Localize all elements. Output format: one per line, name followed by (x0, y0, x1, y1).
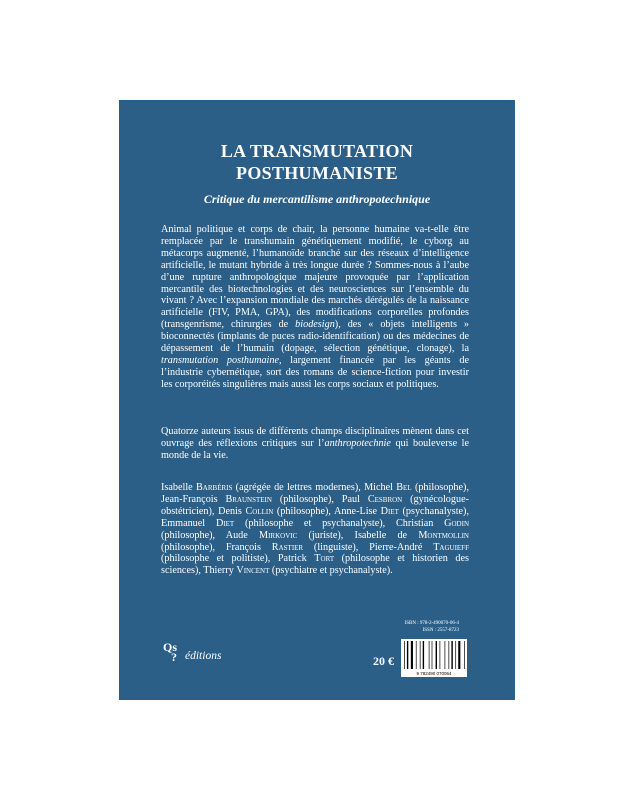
text-run: (psychanalyste), Emmanuel (161, 505, 469, 529)
text-run: Quatorze auteurs issus de différents champs disciplinaires mènent dans cet ouvrage des réflexions critiques sur l’ (161, 426, 469, 449)
barcode-bars (404, 641, 467, 669)
barcode-bar (407, 641, 408, 669)
barcode-bar (429, 641, 430, 669)
barcode-bar (458, 641, 460, 669)
barcode-digits: 9 782490 070064 (416, 671, 452, 676)
author-surname: Barbéris (196, 482, 233, 493)
text-run: (philosophe), Paul (271, 493, 368, 505)
text-run: Isabelle (161, 482, 196, 493)
summary-paragraph (161, 426, 469, 462)
barcode-bar (451, 641, 452, 669)
italic-text: anthropotechnie (324, 437, 391, 449)
author-surname: Diet (215, 517, 235, 529)
author-surname: Mirkovic (259, 529, 298, 541)
isbn-block (339, 621, 459, 634)
barcode-bar (440, 641, 441, 669)
barcode-bar (436, 641, 437, 669)
barcode-bar (404, 641, 405, 669)
title-line-1: LA TRANSMUTATION (220, 141, 414, 161)
author-surname: Montmollin (418, 529, 469, 541)
authors-paragraph (161, 482, 469, 577)
barcode-bar (423, 641, 424, 669)
author-surname: Braunstein (225, 493, 272, 505)
text-run: (philosophe), Aude (161, 529, 260, 541)
back-cover (119, 100, 515, 700)
text-run: ), des « objets intelligents » bioconnectés (implants de puces radio-identification) ou des médecines de dépassement de l’humain (dopage, sélection génétique, clonage), la (161, 319, 469, 355)
title-line-2: POSTHUMANISTE (236, 163, 398, 183)
barcode-bar (449, 641, 450, 669)
text-run: (philosophe), Anne-Lise (273, 505, 381, 517)
author-surname: Collin (245, 505, 274, 517)
author-surname: Rastier (271, 541, 304, 553)
text-run: (philosophe et politiste), Patrick (161, 553, 315, 565)
barcode-bar (432, 641, 433, 669)
text-run: (philosophe), François (161, 541, 272, 553)
issn-line: ISSN : 2557-8723 (422, 627, 459, 633)
author-surname: Godin (444, 517, 469, 529)
barcode-bar (464, 641, 465, 669)
text-run: (philosophe), Jean-François (161, 482, 469, 505)
barcode (401, 639, 467, 677)
barcode-bar (445, 641, 446, 669)
author-surname: Vincent (236, 565, 270, 577)
author-surname: Taguieff (433, 541, 469, 553)
logo-question-mark: ? (171, 650, 177, 664)
blurb-paragraph (161, 224, 469, 391)
author-surname: Tort (314, 553, 335, 565)
subtitle: Critique du mercantilisme anthropotechnique (203, 192, 431, 206)
author-surname: Cesbron (367, 493, 403, 505)
italic-text: transmutation posthumaine (161, 354, 279, 366)
text-run: Animal politique et corps de chair, la personne humaine va-t-elle être remplacée par le transhumain génétiquement modifié, le cyborg au métacorps augmenté, l’humanoïde branché sur des réseaux d’intelligence artificielle, le mutant hybride à très longue durée ? Sommes-nous à l’aube d’une rupture anthropologique majeure provoquée par l’application mercantile des biotechnologies et des neurosciences sur l’ensemble du vivant ? Avec l’expansion mondiale des marchés dérégulés de la naissance artificielle (FIV, PMA, GPA), des modifications corporelles profondes (transgenrisme, chirurgies de (161, 224, 469, 331)
author-surname: Bel (396, 482, 412, 493)
isbn-line: ISBN : 978-2-490070-06-4 (404, 621, 459, 626)
text-run: (philosophe et historien des sciences), Thierry (161, 553, 470, 577)
barcode-bar (411, 641, 413, 669)
italic-text: biodesign (295, 319, 335, 331)
text-run: (linguiste), Pierre-André (303, 541, 434, 553)
text-run: (philosophe et psychanalyste), Christian (234, 517, 445, 529)
barcode-bar (420, 641, 421, 669)
price: 20 € (373, 654, 394, 668)
publisher-name: éditions (185, 650, 222, 662)
text-run: (gynécologue-obstétricien), Denis (161, 493, 469, 517)
text-run: , largement financée par les géants de l’industrie cybernétique, sort des romans de science-fiction pour investir les corporéités singulières mais aussi les corps sociaux et politiques. (161, 354, 469, 390)
text-run: (psychiatre et psychanalyste). (269, 565, 393, 577)
barcode-bar (416, 641, 417, 669)
publisher-logo (163, 642, 177, 662)
author-surname: Diet (380, 505, 399, 517)
logo-letters: Qs (163, 640, 178, 654)
barcode-bar (455, 641, 456, 669)
text-run: (juriste), Isabelle de (297, 529, 419, 541)
text-run: qui bouleverse le monde de la vie. (161, 437, 469, 461)
text-run: (agrégée de lettres modernes), Michel (232, 482, 397, 493)
